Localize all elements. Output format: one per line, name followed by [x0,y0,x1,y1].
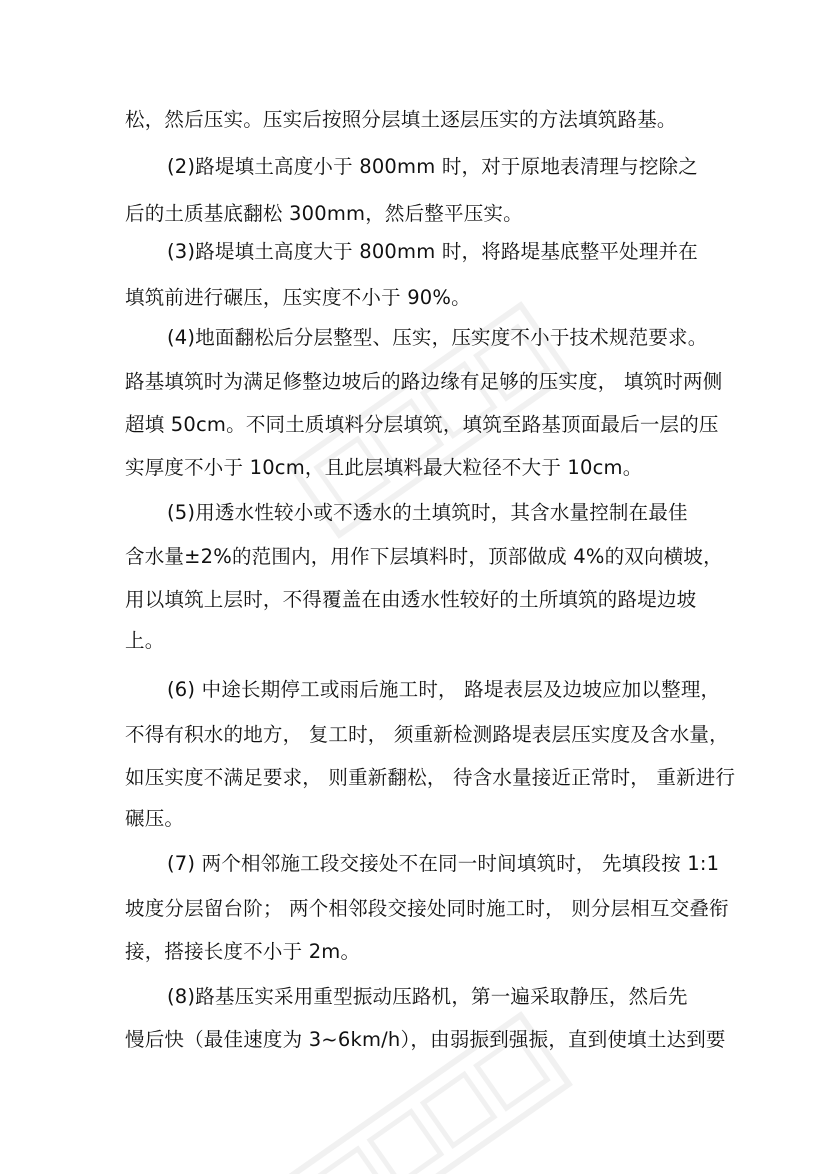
text-line-22: 慢后快（最佳速度为 3~6km/h），由弱振到强振，直到使填土达到要 [125,1028,726,1051]
text-line-10: (5)用透水性较小或不透水的土填筑时，其含水量控制在最佳 [167,501,688,524]
text-line-4: (3)路堤填土高度大于 800mm 时，将路堤基底整平处理并在 [167,240,698,263]
text-line-11: 含水量±2%的范围内，用作下层填料时，顶部做成 4%的双向横坡， [125,545,723,568]
text-line-15: 不得有积水的地方， 复工时， 须重新检测路堤表层压实度及含水量， [125,723,729,746]
text-line-19: 坡度分层留台阶； 两个相邻段交接处同时施工时， 则分层相互交叠衔 [125,897,729,920]
text-line-3: 后的土质基底翻松 300mm，然后整平压实。 [125,202,523,225]
text-line-1: 松，然后压实。压实后按照分层填土逐层压实的方法填筑路基。 [125,108,677,131]
text-line-20: 接，搭接长度不小于 2m。 [125,940,361,963]
text-line-7: 路基填筑时为满足修整边坡后的路边缘有足够的压实度， 填筑时两侧 [125,370,723,393]
text-line-13: 上。 [125,629,165,652]
text-line-2: (2)路堤填土高度小于 800mm 时，对于原地表清理与挖除之 [167,155,698,178]
text-line-9: 实厚度不小于 10cm，且此层填料最大粒径不大于 10cm。 [125,456,643,479]
text-line-18: (7) 两个相邻施工段交接处不在同一时间填筑时， 先填段按 1:1 [167,852,720,875]
text-line-8: 超填 50cm。不同土质填料分层填筑，填筑至路基顶面最后一层的压 [125,413,719,436]
text-line-12: 用以填筑上层时，不得覆盖在由透水性较好的土所填筑的路堤边坡 [125,588,697,611]
text-line-5: 填筑前进行碾压，压实度不小于 90%。 [125,286,471,309]
text-line-14: (6) 中途长期停工或雨后施工时， 路堤表层及边坡应加以整理， [167,678,721,701]
text-line-21: (8)路基压实采用重型振动压路机，第一遍采取静压，然后先 [167,985,688,1008]
text-line-17: 碾压。 [125,807,185,830]
text-line-6: (4)地面翻松后分层整型、压实，压实度不小于技术规范要求。 [167,326,708,349]
text-line-16: 如压实度不满足要求， 则重新翻松， 待含水量接近正常时， 重新进行 [125,766,736,789]
